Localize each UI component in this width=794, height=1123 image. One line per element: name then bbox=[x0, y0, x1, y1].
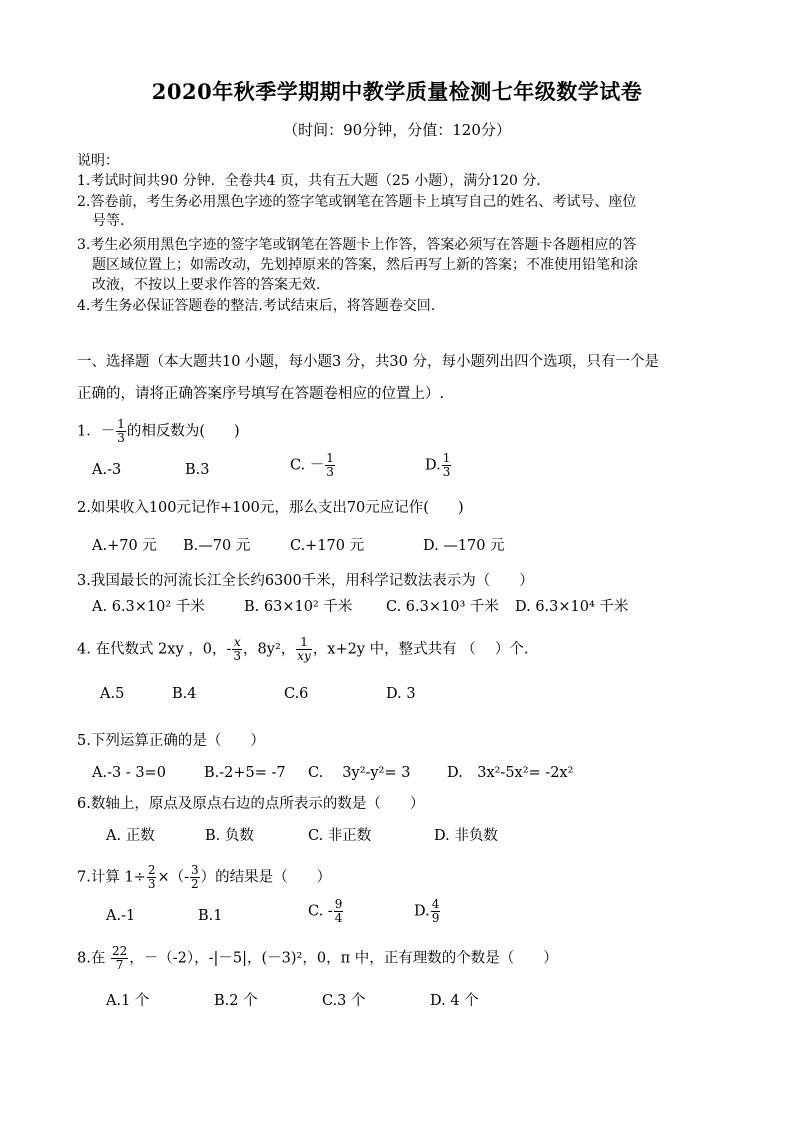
q1-option-c: C. － $\frac{1}{3}$ bbox=[290, 451, 334, 479]
q1-option-b: B.3 bbox=[185, 462, 210, 478]
q8-option-b: B.2 个 bbox=[214, 993, 258, 1009]
q7-fraction-1: $\frac{2}{3}$ bbox=[147, 863, 156, 891]
q6-option-c: C. 非正数 bbox=[308, 828, 372, 844]
q2-option-c: C.+170 元 bbox=[290, 538, 365, 554]
q3-option-a: A. 6.3×10² 千米 bbox=[92, 599, 205, 615]
q5-option-b: B.-2+5= -7 bbox=[204, 765, 286, 781]
q8-fraction: $\frac{22}{7}$ bbox=[111, 944, 128, 972]
q1-option-d: D. $\frac{1}{3}$ bbox=[425, 451, 451, 479]
q3-option-b: B. 63×10² 千米 bbox=[244, 599, 353, 615]
q7-option-c: C. - $\frac{9}{4}$ bbox=[308, 897, 343, 925]
q4-fraction-2: $\frac{1}{xy}$ bbox=[297, 635, 311, 663]
instruction-1: 1.考试时间共90 分钟．全卷共4 页，共有五大题（25 小题），满分120 分． bbox=[77, 173, 551, 189]
q8-option-d: D. 4 个 bbox=[430, 993, 479, 1009]
q5-option-c: C. 3y²-y²= 3 bbox=[308, 765, 411, 781]
section-heading: 一、选择题（本大题共10 小题，每小题3 分，共30 分，每小题列出四个选项，只有一个是 bbox=[77, 354, 659, 370]
page-title: 2020年秋季学期期中教学质量检测七年级数学试卷 bbox=[151, 79, 643, 104]
q1-suffix: 的相反数为( ) bbox=[126, 423, 240, 440]
q4-option-b: B.4 bbox=[172, 686, 197, 702]
question-4-stem: 4. 在代数式 2xy ，0，- $\frac{x}{3}$ ，8y²， $\frac{1}{xy}$ ，x+2y 中，整式共有 （ ）个. bbox=[77, 635, 529, 663]
q6-option-b: B. 负数 bbox=[205, 828, 254, 844]
q4-fraction-1: $\frac{x}{3}$ bbox=[233, 635, 242, 663]
q7-option-b: B.1 bbox=[198, 908, 223, 924]
q8-option-a: A.1 个 bbox=[106, 993, 150, 1009]
instruction-2: 2.答卷前，考生务必用黑色字迹的签字笔或钢笔在答题卡上填写自己的姓名、考试号、座位 bbox=[77, 194, 637, 210]
instruction-3: 3.考生必须用黑色字迹的签字笔或钢笔在答题卡上作答，答案必须写在答题卡各题相应的答 bbox=[77, 237, 637, 253]
q3-option-d: D. 6.3×10⁴ 千米 bbox=[515, 599, 629, 615]
q4-option-d: D. 3 bbox=[386, 686, 416, 702]
exam-time-and-score: （时间：90分钟，分值：120分） bbox=[283, 121, 511, 139]
q1-prefix: 1．－ bbox=[77, 423, 116, 440]
instruction-2-cont: 号等. bbox=[92, 213, 125, 229]
question-8-stem: 8.在 $\frac{22}{7}$ ，－（-2），-|－5|，(－3)²，0，π 中，正有理数的个数是（ ） bbox=[77, 944, 558, 972]
q5-option-d: D. 3x²-5x²= -2x² bbox=[447, 765, 574, 781]
question-6-stem: 6.数轴上，原点及原点右边的点所表示的数是（ ） bbox=[77, 796, 425, 812]
instructions-heading: 说明： bbox=[77, 153, 119, 169]
instruction-3-cont-1: 题区域位置上；如需改动，先划掉原来的答案，然后再写上新的答案；不准使用铅笔和涂 bbox=[92, 257, 638, 273]
q7-option-a: A.-1 bbox=[106, 908, 136, 924]
q7-fraction-2: $\frac{3}{2}$ bbox=[191, 863, 199, 891]
question-3-stem: 3.我国最长的河流长江全长约6300千米，用科学记数法表示为（ ） bbox=[77, 573, 534, 589]
q1-option-a: A.-3 bbox=[92, 462, 122, 478]
q2-option-d: D. —170 元 bbox=[423, 538, 505, 554]
question-7-stem: 7.计算 1÷ $\frac{2}{3}$ ×（- $\frac{3}{2}$ ）的结果是（ ） bbox=[77, 863, 332, 891]
q5-option-a: A.-3 - 3=0 bbox=[92, 765, 166, 781]
q7-option-d: D. $\frac{4}{9}$ bbox=[414, 897, 440, 925]
q6-option-a: A. 正数 bbox=[106, 828, 155, 844]
q4-option-a: A.5 bbox=[100, 686, 125, 702]
question-1-stem bbox=[77, 418, 240, 445]
q4-option-c: C.6 bbox=[284, 686, 309, 702]
q2-option-a: A.+70 元 bbox=[92, 538, 157, 554]
q6-option-d: D. 非负数 bbox=[434, 828, 498, 844]
instruction-4: 4.考生务必保证答题卷的整洁.考试结束后，将答题卷交回. bbox=[77, 298, 436, 314]
question-5-stem: 5.下列运算正确的是（ ） bbox=[77, 733, 265, 749]
q8-option-c: C.3 个 bbox=[322, 993, 366, 1009]
q1-fraction: $\frac{1}{3}$ bbox=[117, 417, 125, 445]
q2-option-b: B.—70 元 bbox=[183, 538, 251, 554]
question-2-stem: 2.如果收入100元记作+100元，那么支出70元应记作( ) bbox=[77, 500, 464, 516]
instruction-3-cont-2: 改液，不按以上要求作答的答案无效. bbox=[92, 277, 321, 293]
q3-option-c: C. 6.3×10³ 千米 bbox=[386, 599, 499, 615]
section-heading-cont: 正确的，请将正确答案序号填写在答题卷相应的位置上）. bbox=[77, 386, 445, 402]
